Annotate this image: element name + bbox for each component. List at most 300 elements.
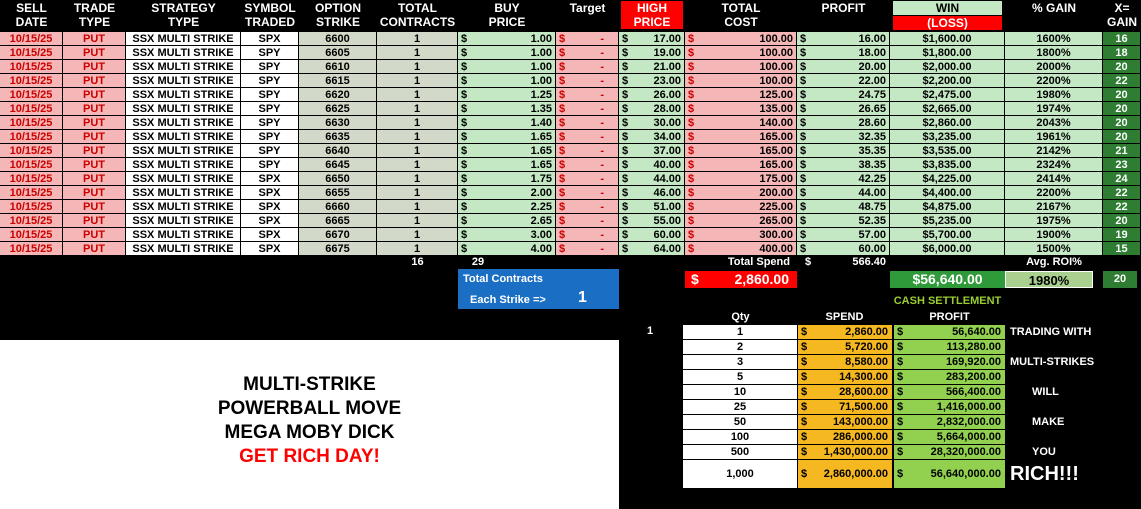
cell-contracts: 1 (377, 144, 458, 158)
cell-buy-price (458, 60, 556, 74)
cash-qty-cell: 3 (683, 355, 797, 370)
cell-strike: 6600 (299, 32, 377, 46)
cell-value: 1.75 (530, 173, 552, 185)
cell-target (556, 214, 619, 228)
cash-qty-cell: 2 (683, 340, 797, 355)
cell-value: 57.00 (858, 229, 886, 241)
cash-note: TRADING WITH (1010, 326, 1092, 338)
cell-target (556, 88, 619, 102)
cell-strike: 6665 (299, 214, 377, 228)
currency-sign: $ (688, 229, 695, 241)
cell-profit (797, 144, 890, 158)
cell-win-loss: $3,535.00 (890, 144, 1005, 158)
cell-value: 19.00 (653, 47, 681, 59)
currency-sign: $ (897, 468, 904, 480)
cell-high-price (619, 242, 685, 256)
cell-value: 100.00 (759, 75, 793, 87)
cell-symbol: SPY (241, 60, 299, 74)
currency-sign: $ (688, 243, 695, 255)
cell-profit (797, 116, 890, 130)
column-header-line2: TRADED (245, 15, 295, 29)
cell-gain-pct: 1500% (1005, 242, 1103, 256)
currency-sign: $ (691, 271, 699, 287)
cell-value: 3.00 (530, 229, 552, 241)
cell-high-price (619, 172, 685, 186)
column-header-line2: % GAIN (1031, 1, 1076, 15)
cell-trade-type: PUT (63, 32, 126, 46)
cell-strike: 6630 (299, 116, 377, 130)
cell-x-gain: 23 (1103, 158, 1141, 172)
cell-win-loss: $2,000.00 (890, 60, 1005, 74)
total-spend-value: 2,860.00 (734, 271, 789, 287)
cell-gain-pct: 2142% (1005, 144, 1103, 158)
cell-contracts: 1 (377, 172, 458, 186)
cell-value: - (600, 159, 604, 171)
column-header-line1: HIGH (621, 1, 683, 15)
cell-value: - (600, 33, 604, 45)
cell-total-cost (685, 60, 797, 74)
cell-value: 1.00 (530, 61, 552, 73)
cell-value: 1.65 (530, 145, 552, 157)
cell-trade-type: PUT (63, 158, 126, 172)
cell-high-price (619, 228, 685, 242)
cell-gain-pct: 1900% (1005, 228, 1103, 242)
cell-strike: 6620 (299, 88, 377, 102)
currency-sign: $ (622, 243, 629, 255)
currency-sign: $ (622, 89, 629, 101)
cell-value: 4.00 (530, 243, 552, 255)
currency-sign: $ (801, 446, 808, 458)
cell-high-price (619, 158, 685, 172)
cell-value: 135.00 (759, 103, 793, 115)
cell-value: 200.00 (759, 187, 793, 199)
currency-sign: $ (461, 187, 468, 199)
column-header (1103, 1, 1141, 31)
cell-value: 165.00 (759, 145, 793, 157)
cell-value: 125.00 (759, 89, 793, 101)
currency-sign: $ (559, 229, 566, 241)
cash-qty-cell: 50 (683, 415, 797, 430)
cash-spend-value: 8,580.00 (845, 356, 888, 368)
cash-spend-cell (798, 460, 892, 489)
currency-sign: $ (461, 131, 468, 143)
currency-sign: $ (897, 341, 904, 353)
cell-gain-pct: 1975% (1005, 214, 1103, 228)
cash-settlement-title: CASH SETTLEMENT (893, 295, 1002, 307)
currency-sign: $ (461, 117, 468, 129)
cash-spend-value: 14,300.00 (839, 371, 888, 383)
cell-strike: 6610 (299, 60, 377, 74)
cell-strategy: SSX MULTI STRIKE (126, 74, 241, 88)
cell-value: - (600, 89, 604, 101)
currency-sign: $ (559, 33, 566, 45)
column-header-line2: PRICE (488, 15, 526, 29)
cash-qty-cell: 1 (683, 325, 797, 340)
cell-value: 2.00 (530, 187, 552, 199)
cell-value: 38.35 (858, 159, 886, 171)
cell-value: 28.00 (653, 103, 681, 115)
cell-x-gain: 20 (1103, 60, 1141, 74)
column-header-line2: PRICE (621, 15, 683, 29)
currency-sign: $ (800, 75, 807, 87)
cell-profit (797, 46, 890, 60)
cell-value: - (600, 103, 604, 115)
cash-spend-cell (798, 355, 892, 370)
cell-value: - (600, 173, 604, 185)
currency-sign: $ (801, 468, 808, 480)
cell-value: 16.00 (858, 33, 886, 45)
cell-win-loss: $1,800.00 (890, 46, 1005, 60)
cash-spend-value: 143,000.00 (832, 416, 888, 428)
column-header-line2: DATE (15, 15, 48, 29)
cash-qty-header: Qty (731, 311, 750, 323)
cell-x-gain: 21 (1103, 144, 1141, 158)
cell-gain-pct: 1980% (1005, 88, 1103, 102)
cell-value: - (600, 61, 604, 73)
cell-value: 30.00 (653, 117, 681, 129)
cell-symbol: SPY (241, 88, 299, 102)
currency-sign: $ (622, 229, 629, 241)
cell-profit (797, 102, 890, 116)
cell-buy-price (458, 214, 556, 228)
currency-sign: $ (801, 431, 808, 443)
currency-sign: $ (688, 215, 695, 227)
cell-contracts: 1 (377, 60, 458, 74)
cell-high-price (619, 144, 685, 158)
currency-sign: $ (622, 131, 629, 143)
currency-sign: $ (688, 131, 695, 143)
cell-total-cost (685, 88, 797, 102)
cell-value: 32.35 (858, 131, 886, 143)
cash-qty-cell: 5 (683, 370, 797, 385)
cash-spend-value: 71,500.00 (839, 401, 888, 413)
cell-profit (797, 228, 890, 242)
cash-spend-value: 1,430,000.00 (823, 446, 888, 458)
cell-symbol: SPY (241, 46, 299, 60)
cell-symbol: SPX (241, 186, 299, 200)
cell-value: 1.00 (530, 75, 552, 87)
total-spend-label: Total Spend (727, 256, 790, 268)
cell-sell-date: 10/15/25 (0, 186, 63, 200)
cell-symbol: SPX (241, 214, 299, 228)
cell-x-gain: 20 (1103, 88, 1141, 102)
cell-high-price (619, 130, 685, 144)
currency-sign: $ (559, 89, 566, 101)
currency-sign: $ (559, 75, 566, 87)
cell-total-cost (685, 200, 797, 214)
currency-sign: $ (800, 145, 807, 157)
total-contracts-box (458, 269, 619, 309)
cell-contracts: 1 (377, 74, 458, 88)
currency-sign: $ (800, 201, 807, 213)
cell-win-loss: $2,665.00 (890, 102, 1005, 116)
cash-note: WILL (1032, 386, 1059, 398)
cell-gain-pct: 2043% (1005, 116, 1103, 130)
cell-value: 300.00 (759, 229, 793, 241)
cell-strike: 6670 (299, 228, 377, 242)
currency-sign: $ (801, 326, 808, 338)
cell-total-cost (685, 242, 797, 256)
column-header (63, 1, 126, 31)
cell-total-cost (685, 186, 797, 200)
cash-spend-cell (798, 430, 892, 445)
cash-profit-cell (893, 340, 1005, 355)
cell-x-gain: 22 (1103, 74, 1141, 88)
column-header (890, 1, 1005, 31)
cell-buy-price (458, 88, 556, 102)
cell-trade-type: PUT (63, 200, 126, 214)
cell-sell-date: 10/15/25 (0, 102, 63, 116)
cell-value: 42.25 (858, 173, 886, 185)
currency-sign: $ (801, 401, 808, 413)
cell-value: - (600, 201, 604, 213)
cell-profit (797, 60, 890, 74)
cell-symbol: SPX (241, 242, 299, 256)
currency-sign: $ (559, 61, 566, 73)
currency-sign: $ (559, 103, 566, 115)
cell-sell-date: 10/15/25 (0, 60, 63, 74)
cell-win-loss: $4,400.00 (890, 186, 1005, 200)
currency-sign: $ (805, 256, 812, 268)
cash-note: MULTI-STRIKES (1010, 356, 1095, 368)
cell-value: 100.00 (759, 47, 793, 59)
column-header (0, 1, 63, 31)
cell-total-cost (685, 158, 797, 172)
cell-value: 44.00 (653, 173, 681, 185)
column-header-line2: TYPE (167, 15, 200, 29)
column-header-line1: SYMBOL (244, 1, 296, 15)
cell-profit (797, 214, 890, 228)
cell-symbol: SPY (241, 102, 299, 116)
cell-symbol: SPY (241, 130, 299, 144)
column-header (556, 1, 619, 31)
cell-symbol: SPY (241, 74, 299, 88)
cell-gain-pct: 2200% (1005, 186, 1103, 200)
cell-trade-type: PUT (63, 46, 126, 60)
cell-strike: 6675 (299, 242, 377, 256)
cell-sell-date: 10/15/25 (0, 242, 63, 256)
cell-value: 23.00 (653, 75, 681, 87)
cell-x-gain: 16 (1103, 32, 1141, 46)
cash-spend-header: SPEND (825, 311, 864, 323)
cell-x-gain: 22 (1103, 186, 1141, 200)
currency-sign: $ (688, 117, 695, 129)
cell-trade-type: PUT (63, 130, 126, 144)
cash-profit-value: 2,832,000.00 (936, 416, 1001, 428)
cell-profit (797, 242, 890, 256)
column-header-line1: SELL (16, 1, 47, 15)
column-header-line2: STRIKE (315, 15, 360, 29)
currency-sign: $ (897, 326, 904, 338)
column-header-line2: GAIN (1107, 15, 1137, 29)
cash-profit-value: 56,640.00 (952, 326, 1001, 338)
cell-contracts: 1 (377, 130, 458, 144)
currency-sign: $ (622, 33, 629, 45)
cell-total-cost (685, 116, 797, 130)
cell-high-price (619, 46, 685, 60)
cell-strike: 6655 (299, 186, 377, 200)
cell-trade-type: PUT (63, 186, 126, 200)
cell-profit (797, 186, 890, 200)
cell-strategy: SSX MULTI STRIKE (126, 130, 241, 144)
cell-value: 34.00 (653, 131, 681, 143)
cell-sell-date: 10/15/25 (0, 172, 63, 186)
currency-sign: $ (461, 201, 468, 213)
cell-high-price (619, 102, 685, 116)
currency-sign: $ (801, 371, 808, 383)
cash-profit-value: 5,664,000.00 (936, 431, 1001, 443)
currency-sign: $ (688, 159, 695, 171)
cell-symbol: SPY (241, 158, 299, 172)
currency-sign: $ (688, 201, 695, 213)
cell-symbol: SPX (241, 172, 299, 186)
cash-spend-cell (798, 415, 892, 430)
cash-spend-cell (798, 400, 892, 415)
cell-sell-date: 10/15/25 (0, 46, 63, 60)
cell-value: - (600, 229, 604, 241)
column-header-line2: CONTRACTS (379, 15, 456, 29)
cell-gain-pct: 2200% (1005, 74, 1103, 88)
cell-strike: 6635 (299, 130, 377, 144)
cell-gain-pct: 1600% (1005, 32, 1103, 46)
cell-value: 1.25 (530, 89, 552, 101)
cell-value: 17.00 (653, 33, 681, 45)
currency-sign: $ (801, 386, 808, 398)
cell-win-loss: $5,235.00 (890, 214, 1005, 228)
cell-total-cost (685, 102, 797, 116)
cell-win-loss: $5,700.00 (890, 228, 1005, 242)
cell-x-gain: 19 (1103, 228, 1141, 242)
cell-strategy: SSX MULTI STRIKE (126, 116, 241, 130)
column-header-line1: OPTION (314, 1, 361, 15)
cell-value: 26.65 (858, 103, 886, 115)
currency-sign: $ (800, 47, 807, 59)
cell-strategy: SSX MULTI STRIKE (126, 60, 241, 74)
cell-target (556, 186, 619, 200)
cell-high-price (619, 116, 685, 130)
cell-target (556, 60, 619, 74)
column-header (126, 1, 241, 31)
cash-profit-value: 283,200.00 (945, 371, 1001, 383)
currency-sign: $ (461, 243, 468, 255)
cell-win-loss: $3,235.00 (890, 130, 1005, 144)
cell-value: 2.25 (530, 201, 552, 213)
cell-contracts: 1 (377, 158, 458, 172)
cell-value: 100.00 (759, 61, 793, 73)
currency-sign: $ (897, 386, 904, 398)
cell-buy-price (458, 144, 556, 158)
cell-value: - (600, 75, 604, 87)
cell-value: 18.00 (858, 47, 886, 59)
cash-side-number: 1 (646, 325, 654, 337)
currency-sign: $ (897, 356, 904, 368)
cell-trade-type: PUT (63, 172, 126, 186)
cash-spend-value: 2,860,000.00 (823, 468, 888, 480)
cash-profit-value: 113,280.00 (946, 341, 1001, 353)
cell-strategy: SSX MULTI STRIKE (126, 88, 241, 102)
cash-spend-value: 28,600.00 (839, 386, 888, 398)
cell-sell-date: 10/15/25 (0, 130, 63, 144)
contracts-box-each-value: 1 (578, 289, 587, 306)
cell-total-cost (685, 32, 797, 46)
cell-strategy: SSX MULTI STRIKE (126, 186, 241, 200)
cell-strategy: SSX MULTI STRIKE (126, 46, 241, 60)
cell-target (556, 172, 619, 186)
cell-total-cost (685, 172, 797, 186)
cell-x-gain: 24 (1103, 172, 1141, 186)
cell-value: 165.00 (759, 159, 793, 171)
cell-total-cost (685, 144, 797, 158)
column-header (619, 1, 685, 31)
cell-symbol: SPY (241, 116, 299, 130)
column-header-line1: BUY (494, 1, 520, 15)
cell-value: 28.60 (858, 117, 886, 129)
currency-sign: $ (897, 431, 904, 443)
cash-qty-cell: 500 (683, 445, 797, 460)
cash-spend-cell (798, 385, 892, 400)
cell-sell-date: 10/15/25 (0, 144, 63, 158)
cash-profit-value: 56,640,000.00 (930, 468, 1001, 480)
currency-sign: $ (461, 89, 468, 101)
cell-win-loss: $6,000.00 (890, 242, 1005, 256)
cell-strategy: SSX MULTI STRIKE (126, 102, 241, 116)
cell-x-gain: 20 (1103, 102, 1141, 116)
currency-sign: $ (801, 356, 808, 368)
cell-value: - (600, 243, 604, 255)
cell-contracts: 1 (377, 186, 458, 200)
currency-sign: $ (897, 416, 904, 428)
cell-target (556, 200, 619, 214)
cell-trade-type: PUT (63, 116, 126, 130)
currency-sign: $ (800, 159, 807, 171)
cell-gain-pct: 2414% (1005, 172, 1103, 186)
currency-sign: $ (800, 117, 807, 129)
cell-profit (797, 172, 890, 186)
currency-sign: $ (461, 61, 468, 73)
currency-sign: $ (461, 145, 468, 157)
currency-sign: $ (688, 145, 695, 157)
cell-sell-date: 10/15/25 (0, 74, 63, 88)
currency-sign: $ (800, 33, 807, 45)
cell-total-cost (685, 228, 797, 242)
currency-sign: $ (461, 75, 468, 87)
banner-line3: MEGA MOBY DICK (224, 422, 395, 443)
currency-sign: $ (622, 47, 629, 59)
currency-sign: $ (559, 131, 566, 143)
currency-sign: $ (461, 47, 468, 59)
cell-strategy: SSX MULTI STRIKE (126, 32, 241, 46)
cell-trade-type: PUT (63, 214, 126, 228)
cell-profit (797, 200, 890, 214)
cell-contracts: 1 (377, 228, 458, 242)
cell-trade-type: PUT (63, 102, 126, 116)
cell-value: - (600, 215, 604, 227)
cell-target (556, 144, 619, 158)
cell-value: 35.35 (858, 145, 886, 157)
column-header (797, 1, 890, 31)
currency-sign: $ (559, 201, 566, 213)
cell-value: - (600, 47, 604, 59)
cash-spend-cell (798, 340, 892, 355)
cash-profit-value: 28,320,000.00 (930, 446, 1001, 458)
cell-contracts: 1 (377, 242, 458, 256)
column-header-line2: Target (569, 1, 606, 15)
cell-value: 1.40 (530, 117, 552, 129)
cell-gain-pct: 1961% (1005, 130, 1103, 144)
currency-sign: $ (559, 173, 566, 185)
cell-strategy: SSX MULTI STRIKE (126, 228, 241, 242)
cell-profit (797, 74, 890, 88)
